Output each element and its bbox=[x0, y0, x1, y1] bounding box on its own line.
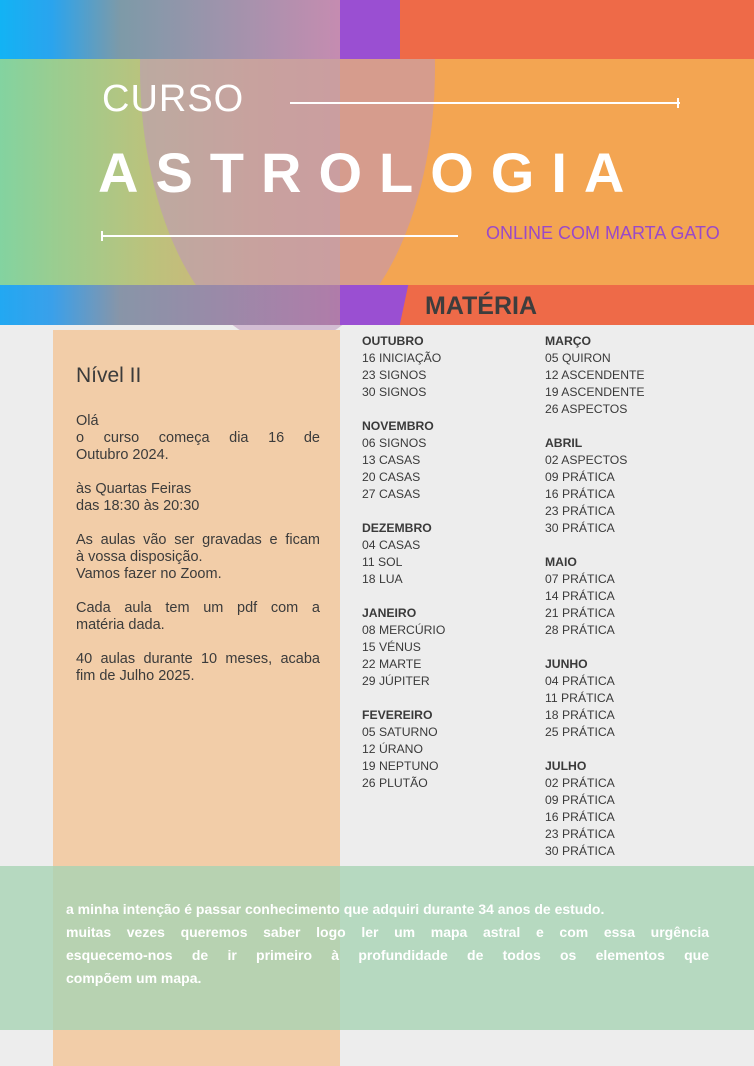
lesson-item: 30 SIGNOS bbox=[362, 385, 427, 399]
header-rule-bottom-cap bbox=[101, 231, 103, 241]
lesson-item: 04 CASAS bbox=[362, 538, 421, 552]
lesson-item: 30 PRÁTICA bbox=[545, 521, 615, 535]
lesson-item: 23 PRÁTICA bbox=[545, 827, 615, 841]
month-name: MARÇO bbox=[545, 334, 592, 348]
month-block bbox=[362, 605, 445, 690]
lesson-item: 27 CASAS bbox=[362, 487, 421, 501]
month-block bbox=[362, 520, 445, 588]
month-block bbox=[362, 418, 445, 503]
lesson-item: 16 PRÁTICA bbox=[545, 487, 615, 501]
schedule-column-2 bbox=[545, 333, 645, 877]
month-name: MAIO bbox=[545, 555, 577, 569]
lesson-item: 09 PRÁTICA bbox=[545, 793, 615, 807]
class-day: às Quartas Feiras bbox=[76, 481, 192, 497]
header-rule-bottom bbox=[102, 235, 458, 237]
class-time: das 18:30 às 20:30 bbox=[76, 498, 200, 514]
lesson-item: 30 PRÁTICA bbox=[545, 844, 615, 858]
lesson-item: 16 PRÁTICA bbox=[545, 810, 615, 824]
lesson-item: 29 JÚPITER bbox=[362, 674, 430, 688]
month-block bbox=[545, 333, 645, 418]
lesson-item: 26 ASPECTOS bbox=[545, 402, 628, 416]
month-name: JANEIRO bbox=[362, 606, 417, 620]
platform-text: Vamos fazer no Zoom. bbox=[76, 566, 222, 582]
month-name: ABRIL bbox=[545, 436, 583, 450]
pdf-paragraph bbox=[76, 600, 320, 634]
footer-line: compõem um mapa. bbox=[66, 970, 202, 986]
lesson-item: 06 SIGNOS bbox=[362, 436, 427, 450]
lesson-item: 19 NEPTUNO bbox=[362, 759, 439, 773]
lesson-item: 12 ÚRANO bbox=[362, 742, 423, 756]
footer-line: muitas vezes queremos saber logo ler um mapa astral e com essa urgência bbox=[66, 924, 709, 940]
lesson-item: 11 PRÁTICA bbox=[545, 691, 614, 705]
lesson-item: 12 ASCENDENTE bbox=[545, 368, 645, 382]
recording-text-line: à vossa disposição. bbox=[76, 549, 203, 565]
page-title: ASTROLOGIA bbox=[98, 141, 642, 204]
pdf-text-line: Cada aula tem um pdf com a bbox=[76, 600, 320, 616]
lesson-item: 25 PRÁTICA bbox=[545, 725, 615, 739]
header-rule-top-cap bbox=[677, 98, 679, 108]
footer-line: a minha intenção é passar conhecimento que adquiri durante 34 anos de estudo. bbox=[66, 901, 605, 917]
lesson-item: 05 QUIRON bbox=[545, 351, 611, 365]
header-kicker: CURSO bbox=[102, 78, 245, 120]
duration-paragraph bbox=[76, 651, 320, 685]
lesson-item: 13 CASAS bbox=[362, 453, 421, 467]
duration-text-line: fim de Julho 2025. bbox=[76, 668, 195, 684]
header-rule-top bbox=[290, 102, 680, 104]
lesson-item: 18 LUA bbox=[362, 572, 403, 586]
top-band-coral bbox=[400, 0, 754, 59]
month-name: FEVEREIRO bbox=[362, 708, 433, 722]
section-band-left bbox=[0, 285, 340, 325]
month-block bbox=[545, 758, 645, 860]
lesson-item: 02 PRÁTICA bbox=[545, 776, 615, 790]
footer-statement bbox=[66, 898, 709, 990]
course-level: Nível II bbox=[76, 364, 142, 387]
month-name: JULHO bbox=[545, 759, 587, 773]
lesson-item: 05 SATURNO bbox=[362, 725, 438, 739]
lesson-item: 15 VÉNUS bbox=[362, 640, 421, 654]
header-subtitle: ONLINE COM MARTA GATO bbox=[486, 223, 720, 243]
top-band-left bbox=[0, 0, 340, 59]
lesson-item: 16 INICIAÇÃO bbox=[362, 351, 442, 365]
lesson-item: 20 CASAS bbox=[362, 470, 421, 484]
lesson-item: 22 MARTE bbox=[362, 657, 422, 671]
month-name: OUTUBRO bbox=[362, 334, 424, 348]
schedule-paragraph bbox=[76, 481, 320, 515]
month-name: JUNHO bbox=[545, 657, 588, 671]
lesson-item: 28 PRÁTICA bbox=[545, 623, 615, 637]
schedule-column-1 bbox=[362, 333, 445, 809]
lesson-item: 08 MERCÚRIO bbox=[362, 623, 446, 637]
lesson-item: 19 ASCENDENTE bbox=[545, 385, 645, 399]
lesson-item: 04 PRÁTICA bbox=[545, 674, 615, 688]
lesson-item: 07 PRÁTICA bbox=[545, 572, 615, 586]
greeting: Olá bbox=[76, 413, 99, 429]
month-block bbox=[545, 554, 645, 639]
month-block bbox=[362, 333, 445, 401]
pdf-text-line: matéria dada. bbox=[76, 617, 165, 633]
start-text-line: o curso começa dia 16 de bbox=[76, 430, 320, 446]
lesson-item: 09 PRÁTICA bbox=[545, 470, 615, 484]
start-text-line: Outubro 2024. bbox=[76, 447, 169, 463]
start-paragraph bbox=[76, 413, 320, 464]
lesson-item: 26 PLUTÃO bbox=[362, 776, 428, 790]
lesson-item: 21 PRÁTICA bbox=[545, 606, 615, 620]
month-block bbox=[362, 707, 445, 792]
footer-line: esquecemo-nos de ir primeiro à profundidade de todos os elementos que bbox=[66, 947, 709, 963]
lesson-item: 23 SIGNOS bbox=[362, 368, 427, 382]
recording-text-line: As aulas vão ser gravadas e ficam bbox=[76, 532, 320, 548]
lesson-item: 18 PRÁTICA bbox=[545, 708, 615, 722]
section-title: MATÉRIA bbox=[425, 292, 538, 320]
month-name: NOVEMBRO bbox=[362, 419, 434, 433]
recording-paragraph bbox=[76, 532, 320, 583]
month-name: DEZEMBRO bbox=[362, 521, 432, 535]
lesson-item: 11 SOL bbox=[362, 555, 403, 569]
duration-text-line: 40 aulas durante 10 meses, acaba bbox=[76, 651, 320, 667]
month-block bbox=[545, 435, 645, 537]
course-info bbox=[76, 413, 320, 702]
lesson-item: 02 ASPECTOS bbox=[545, 453, 628, 467]
lesson-item: 14 PRÁTICA bbox=[545, 589, 615, 603]
month-block bbox=[545, 656, 645, 741]
lesson-item: 23 PRÁTICA bbox=[545, 504, 615, 518]
